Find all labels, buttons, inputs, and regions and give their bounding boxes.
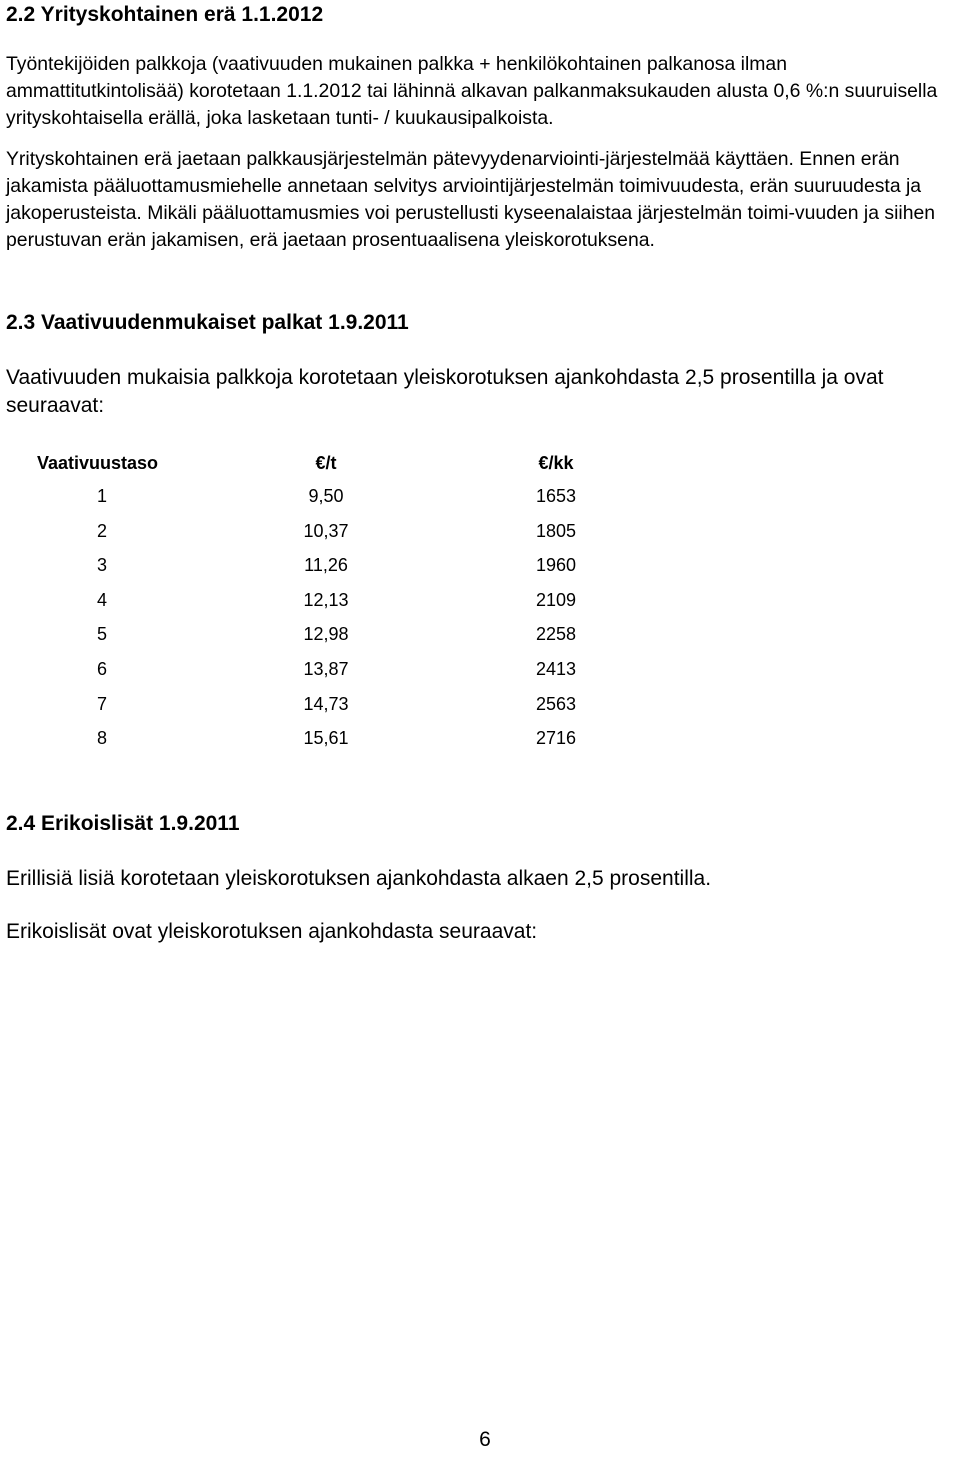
hourly-cell: 13,87 — [303, 658, 349, 679]
level-cell: 8 — [97, 728, 108, 749]
section-2-3-heading: 2.3 Vaativuudenmukaiset palkat 1.9.2011 — [6, 311, 409, 334]
table-row — [0, 483, 700, 518]
level-cell: 2 — [97, 520, 108, 541]
section-2-4-heading: 2.4 Erikoislisät 1.9.2011 — [6, 812, 240, 835]
monthly-cell: 2563 — [535, 693, 577, 714]
hourly-cell: 14,73 — [303, 693, 349, 714]
table-row — [0, 621, 700, 656]
section-2-3-paragraph: Vaativuuden mukaisia palkkoja korotetaan yleiskorotuksen ajankohdasta 2,5 prosentilla ja ovat seuraavat: — [6, 366, 884, 417]
header-euro-per-month: €/kk — [538, 453, 574, 473]
hourly-cell: 15,61 — [303, 728, 349, 749]
monthly-cell: 1653 — [535, 486, 577, 506]
table-row — [0, 518, 700, 553]
wage-table-header — [0, 450, 700, 483]
monthly-cell: 1805 — [535, 520, 577, 541]
table-row — [0, 725, 700, 760]
hourly-cell: 10,37 — [303, 520, 349, 541]
hourly-cell: 11,26 — [304, 555, 348, 576]
page-number: 6 — [479, 1428, 491, 1451]
hourly-cell: 9,50 — [308, 486, 344, 506]
level-cell: 7 — [97, 693, 108, 714]
section-2-4-paragraph-2: Erikoislisät ovat yleiskorotuksen ajankohdasta seuraavat: — [6, 920, 538, 943]
level-cell: 4 — [97, 589, 108, 610]
hourly-cell: 12,98 — [303, 624, 349, 645]
table-row — [0, 656, 700, 691]
table-row — [0, 587, 700, 622]
monthly-cell: 1960 — [535, 555, 577, 576]
monthly-cell: 2258 — [535, 624, 577, 645]
section-2-2-heading: 2.2 Yrityskohtainen erä 1.1.2012 — [6, 3, 324, 26]
level-cell: 6 — [97, 658, 108, 679]
section-2-2-paragraph-1: Työntekijöiden palkkoja (vaativuuden mukainen palkka + henkilökohtainen palkanosa ilman ammattitutkintolisää) korotetaan 1.1.2012 tai lähinnä alkavan palkanmaksukauden alusta 0,6 %:n suuruisella yrityskohtaisella erällä, joka lasketaan tunti- / kuukausipalkoista. — [6, 53, 938, 129]
section-2-2-paragraph-2: Yrityskohtainen erä jaetaan palkkausjärjestelmän pätevyydenarviointi-järjestelmää käyttäen. Ennen erän jakamista pääluottamusmiehelle annetaan selvitys arviointijärjestelmän toimivuudesta, erän suuruudesta ja jakoperusteista. Mikäli pääluottamusmies voi perustellusti kyseenalaistaa järjestelmän toimi-vuuden ja siihen perustuvan erän jakamisen, erä jaetaan prosentuaalisena yleiskorotuksena. — [6, 148, 936, 251]
wage-table — [0, 450, 700, 760]
level-cell: 5 — [97, 624, 108, 645]
header-vaativuustaso: Vaativuustaso — [37, 453, 159, 473]
header-euro-per-hour: €/t — [315, 453, 337, 473]
section-2-4-paragraph-1: Erillisiä lisiä korotetaan yleiskorotuksen ajankohdasta alkaen 2,5 prosentilla. — [6, 867, 712, 890]
monthly-cell: 2109 — [535, 589, 577, 610]
monthly-cell: 2716 — [535, 728, 577, 749]
monthly-cell: 2413 — [535, 658, 577, 679]
table-row — [0, 691, 700, 726]
table-row — [0, 552, 700, 587]
level-cell: 1 — [97, 486, 108, 506]
hourly-cell: 12,13 — [303, 589, 349, 610]
level-cell: 3 — [97, 555, 108, 576]
